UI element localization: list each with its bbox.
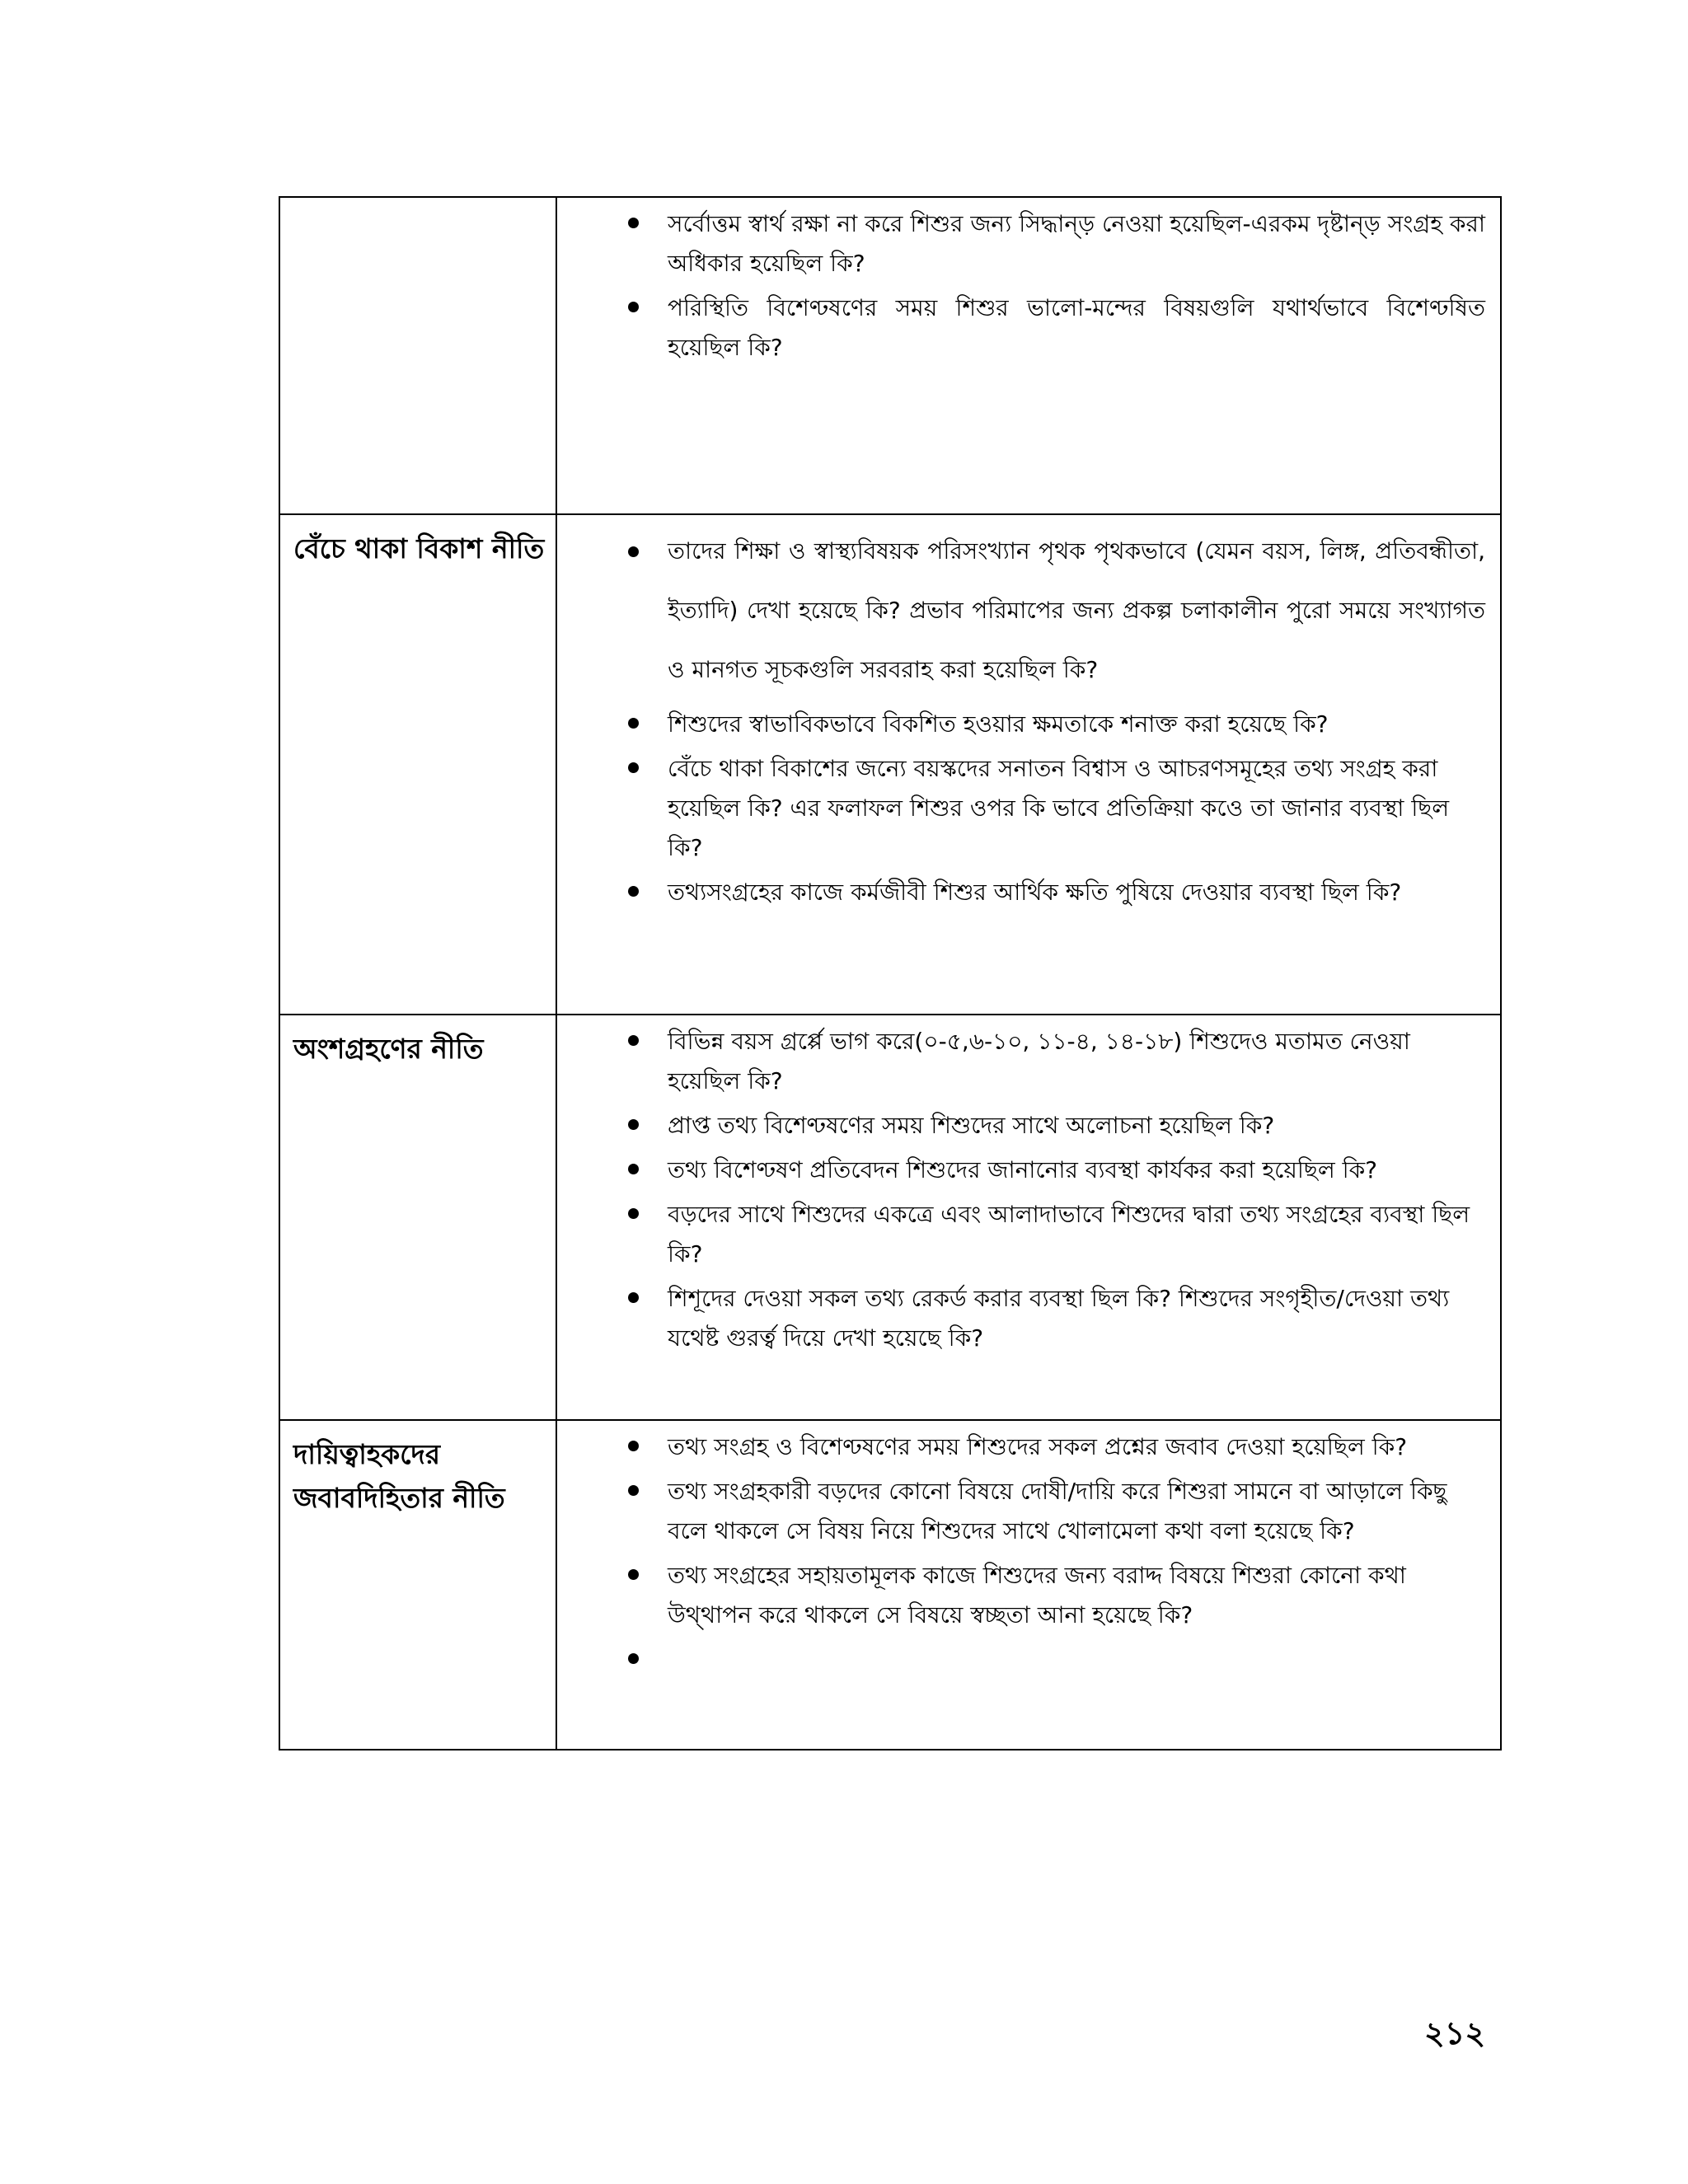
bullet-icon [628,1164,639,1174]
list-item: তথ্য সংগ্রহ ও বিশেণ্ঢষণের সময় শিশুদের সকল প্রশ্নের জবাব দেওয়া হয়েছিল কি? [557,1427,1485,1467]
row-label-cell [279,1015,556,1420]
list-item: বড়দের সাথে শিশুদের একত্রে এবং আলাদাভাবে শিশুদের দ্বারা তথ্য সংগ্রহের ব্যবস্থা ছিল কি? [557,1195,1485,1274]
bullet-icon [628,1119,639,1130]
list-item: পরিস্থিতি বিশেণ্ঢষণের সময় শিশুর ভালো-মন্দের বিষয়গুলি যথার্থভাবে বিশেণ্ঢষিত হয়েছিল কি? [557,288,1485,368]
bullet-icon [628,1035,639,1046]
bullet-icon [628,1569,639,1580]
row-label-cell [279,514,556,1015]
bullet-icon [628,1208,639,1219]
table-row [279,514,1501,1015]
row-label: বেঁচে থাকা বিকাশ নীতি [293,532,545,565]
list-item: শিশূদের দেওয়া সকল তথ্য রেকর্ড করার ব্যবস্থা ছিল কি? শিশুদের সংগৃহীত/দেওয়া তথ্য যথেষ্ট গুরর্ত্ব দিয়ে দেখা হয়েছে কি? [557,1279,1485,1358]
row-label-cell [279,1420,556,1750]
row-label-cell [279,197,556,514]
bullet-icon [628,546,639,557]
list-item: বিভিন্ন বয়স গ্রর্প্পে ভাগ করে(০-৫,৬-১০, ১১-৪, ১৪-১৮) শিশুদেও মতামত নেওয়া হয়েছিল কি? [557,1022,1485,1101]
row-content-cell [556,1420,1501,1750]
bullet-icon [628,218,639,228]
list-item: সর্বোত্তম স্বার্থ রক্ষা না করে শিশুর জন্য সিদ্ধান্ড় নেওয়া হয়েছিল-এরকম দৃষ্টান্ড় সংগ্রহ করা অধিকার হয়েছিল কি? [557,204,1485,284]
row-label: দায়িত্বাহকদের জবাবদিহিতার নীতি [293,1438,505,1514]
bullet-icon [628,718,639,729]
list-item: তাদের শিক্ষা ও স্বাস্থ্যবিষয়ক পরিসংখ্যান পৃথক পৃথকভাবে (যেমন বয়স, লিঙ্গ, প্রতিবন্ধীতা, ইত্যাদি) দেখা হয়েছে কি? প্রভাব পরিমাপের জন্য প্রকল্প চলাকালীন পুরো সময়ে সংখ্যাগত ও মানগত সূচকগুলি সরবরাহ করা হয়েছিল কি? [557,522,1485,700]
table-row [279,197,1501,514]
table-row [279,1420,1501,1750]
row-content-cell [556,1015,1501,1420]
bullet-icon [628,1292,639,1303]
list-item: তথ্য বিশেণ্ঢষণ প্রতিবেদন শিশুদের জানানোর ব্যবস্থা কার্যকর করা হয়েছিল কি? [557,1151,1485,1190]
bullet-icon [628,1653,639,1664]
bullet-list [557,522,1485,912]
list-item: প্রাপ্ত তথ্য বিশেণ্ঢষণের সময় শিশুদের সাথে অলোচনা হয়েছিল কি? [557,1106,1485,1146]
principles-table [279,196,1502,1750]
list-item: তথ্য সংগ্রহের সহায়তামূলক কাজে শিশুদের জন্য বরাদ্দ বিষয়ে শিশুরা কোনো কথা উথ্থাপন করে থাকলে সে বিষয়ে স্বচ্ছতা আনা হয়েছে কি? [557,1556,1485,1635]
bullet-list [557,204,1485,368]
table-row [279,1015,1501,1420]
list-item: তথ্যসংগ্রহের কাজে কর্মজীবী শিশুর আর্থিক ক্ষতি পুষিয়ে দেওয়ার ব্যবস্থা ছিল কি? [557,873,1485,912]
bullet-icon [628,1441,639,1451]
list-item [557,1640,1485,1680]
list-item: বেঁচে থাকা বিকাশের জন্যে বয়স্কদের সনাতন বিশ্বাস ও আচরণসমূহের তথ্য সংগ্রহ করা হয়েছিল কি? এর ফলাফল শিশুর ওপর কি ভাবে প্রতিক্রিয়া কওে তা জানার ব্যবস্থা ছিল কি? [557,749,1485,868]
bullet-icon [628,762,639,773]
list-item: শিশুদের স্বাভাবিকভাবে বিকশিত হওয়ার ক্ষমতাকে শনাক্ত করা হয়েছে কি? [557,705,1485,744]
bullet-icon [628,886,639,897]
list-item: তথ্য সংগ্রহকারী বড়দের কোনো বিষয়ে দোষী/দায়ি করে শিশুরা সামনে বা আড়ালে কিছু বলে থাকলে সে বিষয় নিয়ে শিশুদের সাথে খোলামেলা কথা বলা হয়েছে কি? [557,1472,1485,1551]
bullet-list [557,1022,1485,1358]
page-number: ২১২ [1424,2014,1486,2051]
bullet-icon [628,1485,639,1496]
bullet-list [557,1427,1485,1680]
row-content-cell [556,197,1501,514]
bullet-icon [628,302,639,312]
row-content-cell [556,514,1501,1015]
row-label: অংশগ্রহণের নীতি [293,1033,484,1065]
